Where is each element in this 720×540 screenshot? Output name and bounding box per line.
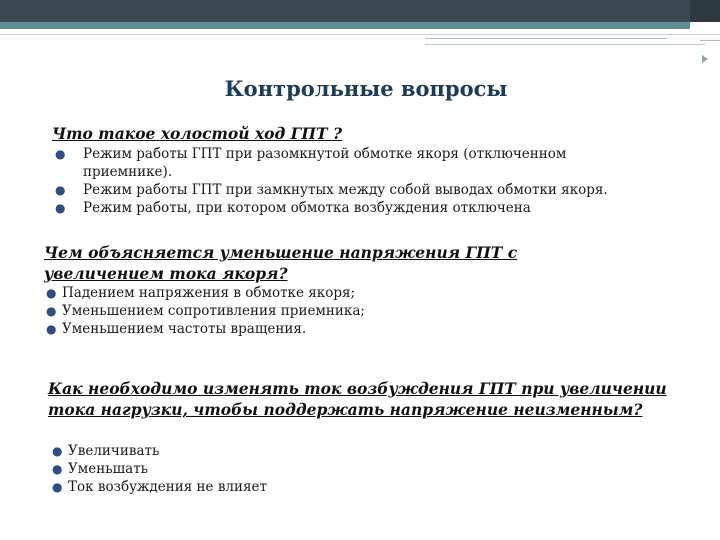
- bullet-icon: ●: [46, 304, 57, 318]
- answers-2: [46, 284, 646, 338]
- header-accent-bar: [0, 22, 690, 29]
- answer-item: [46, 320, 646, 338]
- answer-item: [55, 181, 655, 199]
- slide-title: Контрольные вопросы: [224, 76, 508, 101]
- answer-text: Уменьшать: [68, 461, 149, 477]
- bullet-icon: ●: [55, 201, 66, 215]
- answer-item: [55, 199, 655, 217]
- answer-item: [52, 442, 652, 460]
- header-bar: [0, 0, 690, 22]
- answers-3: [52, 442, 652, 496]
- answer-text: Уменьшением частоты вращения.: [62, 321, 307, 337]
- question-3: Как необходимо изменять ток возбуждения ГПТ при увеличении тока нагрузки, чтобы поддержать напряжение неизменным?: [48, 379, 667, 419]
- header-divider: [0, 34, 720, 35]
- header-rule-1: [425, 38, 667, 39]
- answer-text: Режим работы ГПТ при замкнутых между собой выводах обмотки якоря.: [83, 182, 608, 198]
- answers-1: [55, 145, 655, 217]
- answer-text: Ток возбуждения не влияет: [68, 479, 267, 495]
- header-rule-2: [425, 44, 705, 45]
- bullet-icon: ●: [46, 286, 57, 300]
- answer-item: [46, 302, 646, 320]
- bullet-icon: ●: [52, 462, 63, 476]
- answer-text: Режим работы ГПТ при разомкнутой обмотке якоря (отключенном приемнике).: [83, 146, 567, 180]
- triangle-marker-icon: [702, 55, 708, 63]
- answer-text: Падением напряжения в обмотке якоря;: [62, 285, 356, 301]
- answer-item: [46, 284, 646, 302]
- answer-text: Увеличивать: [68, 443, 160, 459]
- answer-item: [55, 145, 655, 181]
- answer-text: Режим работы, при котором обмотка возбуждения отключена: [83, 200, 531, 216]
- question-1: Что такое холостой ход ГПТ ?: [52, 124, 343, 143]
- bullet-icon: ●: [52, 444, 63, 458]
- header-bar-end: [690, 0, 720, 22]
- bullet-icon: ●: [55, 147, 66, 161]
- bullet-icon: ●: [46, 322, 57, 336]
- bullet-icon: ●: [55, 183, 66, 197]
- header-rule-3: [700, 40, 720, 41]
- answer-item: [52, 478, 652, 496]
- answer-text: Уменьшением сопротивления приемника;: [62, 303, 365, 319]
- answer-item: [52, 460, 652, 478]
- bullet-icon: ●: [52, 480, 63, 494]
- question-2: Чем объясняется уменьшение напряжения ГПТ с увеличением тока якоря?: [44, 243, 518, 283]
